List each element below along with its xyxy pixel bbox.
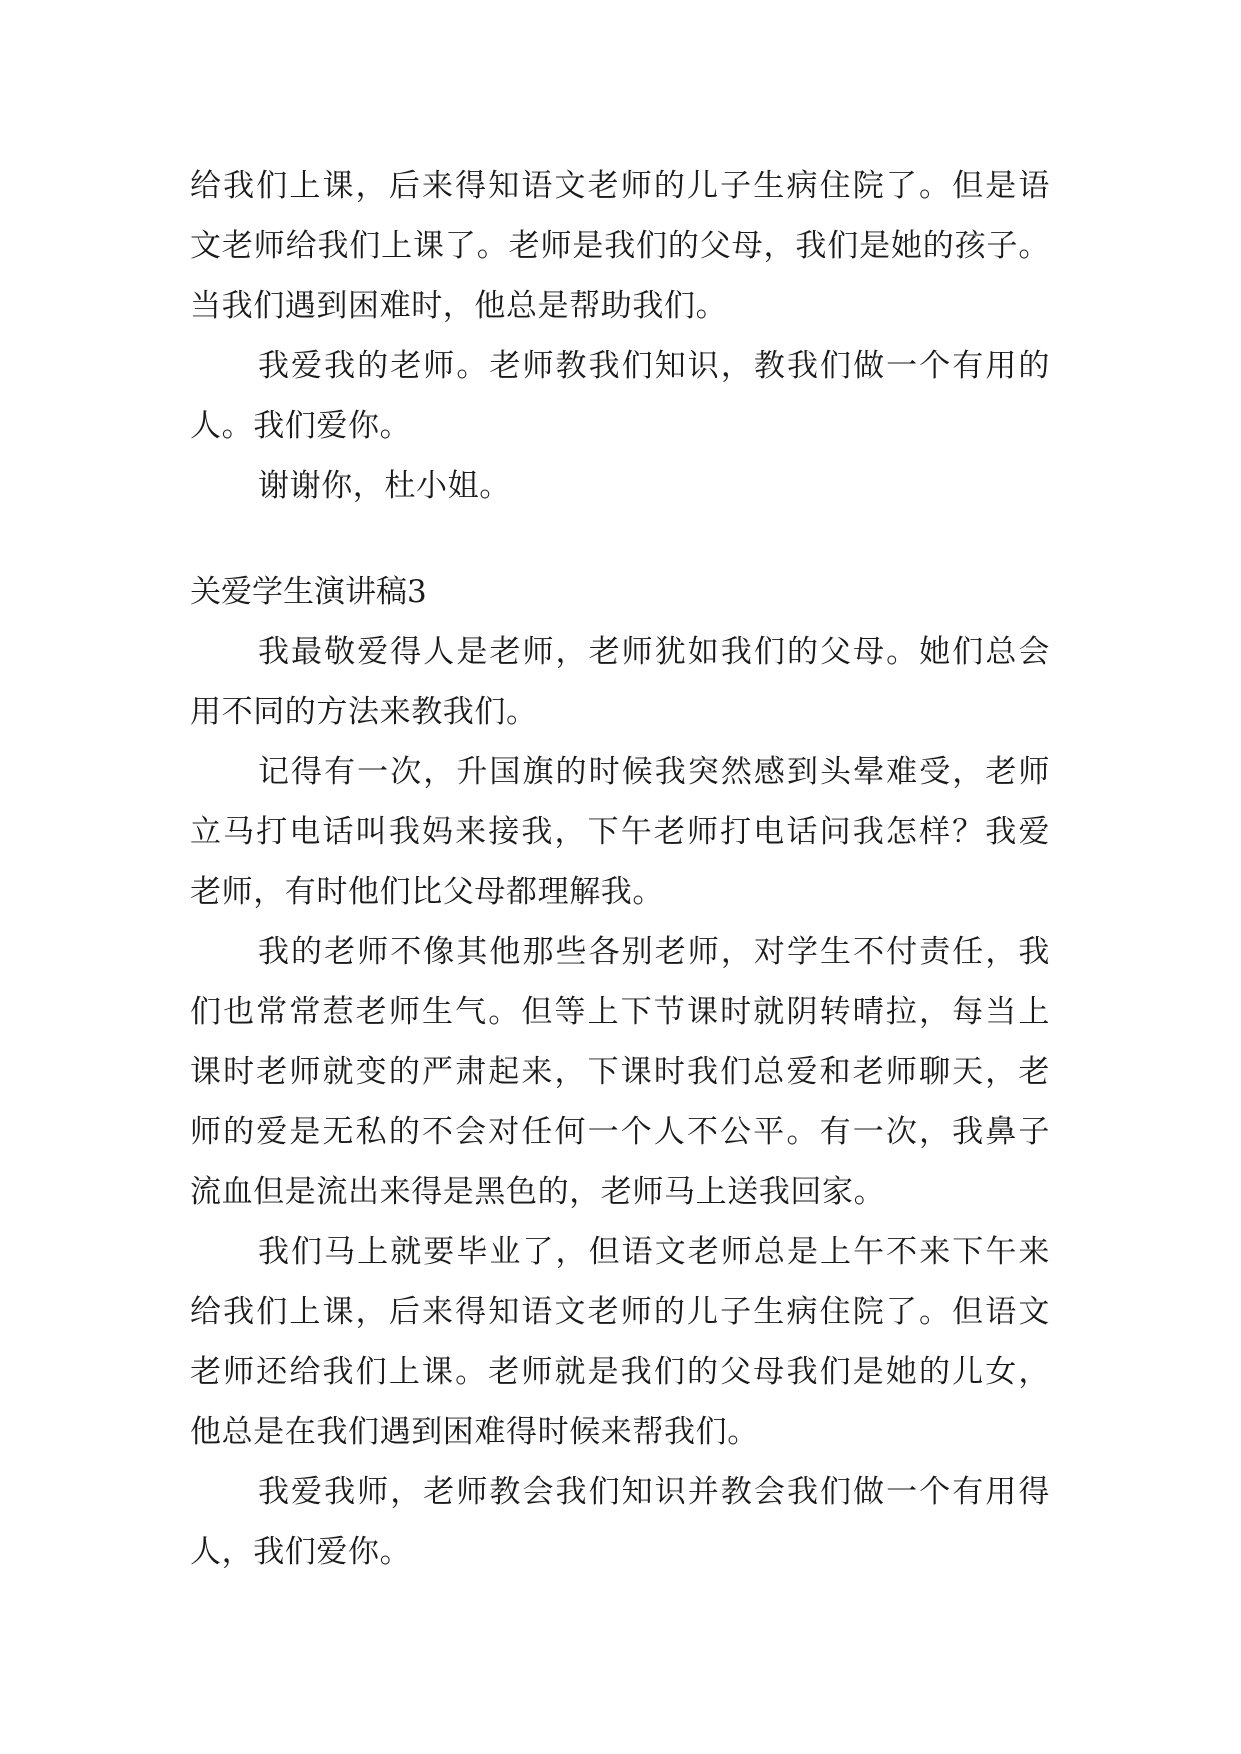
- paragraph-line: 我爱我的老师。老师教我们知识，教我们做一个有用的: [258, 348, 1050, 384]
- paragraph-line: 人，我们爱你。: [190, 1534, 412, 1570]
- paragraph-line: 流血但是流出来得是黑色的，老师马上送我回家。: [190, 1174, 886, 1210]
- paragraph-line: 他总是在我们遇到困难得时候来帮我们。: [190, 1414, 759, 1450]
- paragraph-line: 我们马上就要毕业了，但语文老师总是上午不来下午来: [258, 1234, 1050, 1270]
- section-heading: 关爱学生演讲稿3: [190, 574, 427, 610]
- paragraph-line: 老师，有时他们比父母都理解我。: [190, 874, 664, 910]
- paragraph-line: 我的老师不像其他那些各别老师，对学生不付责任，我: [258, 934, 1050, 970]
- paragraph-line: 当我们遇到困难时，他总是帮助我们。: [190, 288, 728, 324]
- paragraph-line: 课时老师就变的严肃起来，下课时我们总爱和老师聊天，老: [190, 1054, 1050, 1090]
- paragraph-line: 老师还给我们上课。老师就是我们的父母我们是她的儿女，: [190, 1354, 1050, 1390]
- paragraph-line: 给我们上课，后来得知语文老师的儿子生病住院了。但语文: [190, 1294, 1050, 1330]
- paragraph-line: 记得有一次，升国旗的时候我突然感到头晕难受，老师: [258, 754, 1050, 790]
- paragraph-line: 谢谢你，杜小姐。: [258, 468, 511, 504]
- paragraph-line: 我爱我师，老师教会我们知识并教会我们做一个有用得: [258, 1474, 1050, 1510]
- paragraph-line: 用不同的方法来教我们。: [190, 694, 538, 730]
- paragraph-line: 我最敬爱得人是老师，老师犹如我们的父母。她们总会: [258, 634, 1050, 670]
- paragraph-line: 师的爱是无私的不会对任何一个人不公平。有一次，我鼻子: [190, 1114, 1050, 1150]
- paragraph-line: 给我们上课，后来得知语文老师的儿子生病住院了。但是语: [190, 168, 1050, 204]
- paragraph-line: 文老师给我们上课了。老师是我们的父母，我们是她的孩子。: [190, 228, 1050, 264]
- paragraph-line: 人。我们爱你。: [190, 408, 412, 444]
- paragraph-line: 立马打电话叫我妈来接我，下午老师打电话问我怎样？我爱: [190, 814, 1050, 850]
- paragraph-line: 们也常常惹老师生气。但等上下节课时就阴转晴拉，每当上: [190, 994, 1050, 1030]
